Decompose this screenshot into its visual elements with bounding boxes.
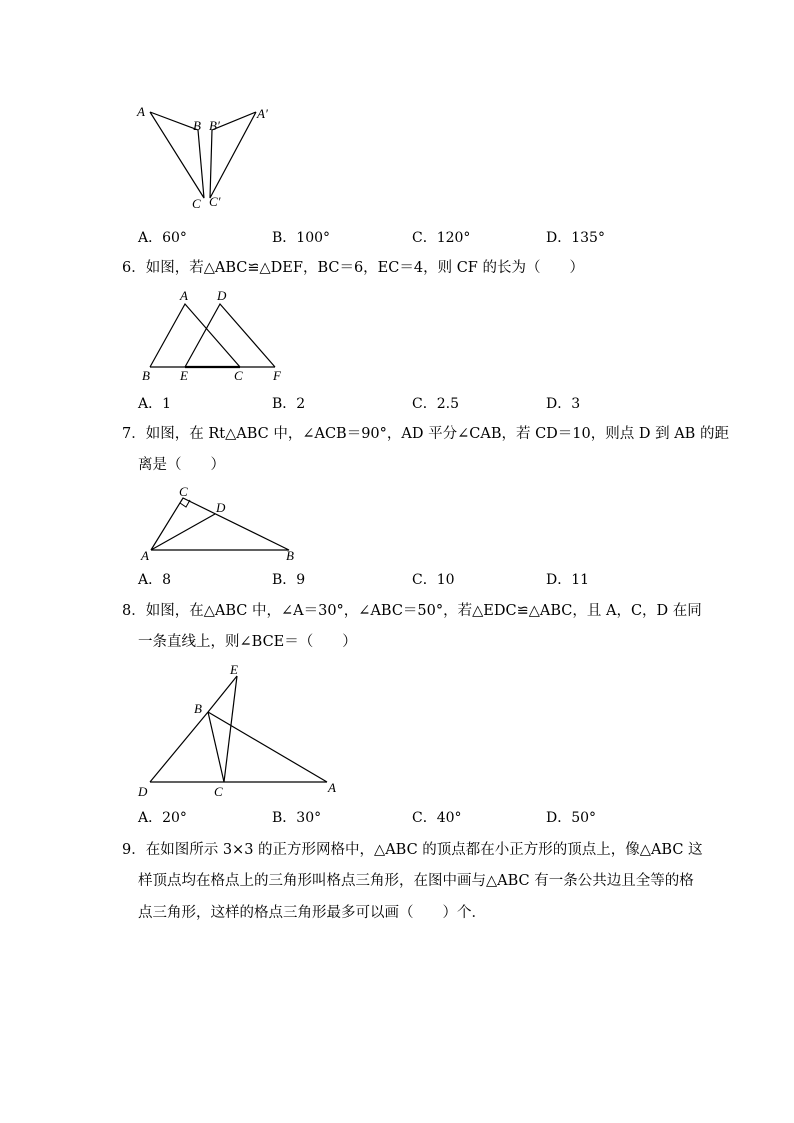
q5-option-b: B．100° xyxy=(272,230,331,246)
q6-text: 6．如图，若△ABC≌△DEF，BC＝6，EC＝4，则 CF 的长为（ ） xyxy=(122,260,584,276)
label-c: C xyxy=(214,784,223,799)
q9-text-line3: 点三角形，这样的格点三角形最多可以画（ ）个． xyxy=(138,905,486,921)
q7-text-line2: 离是（ ） xyxy=(138,457,225,473)
label-b: B xyxy=(286,548,294,563)
label-b: B xyxy=(142,368,150,383)
q6-options xyxy=(138,394,698,414)
label-c: C xyxy=(179,484,188,499)
label-b: B xyxy=(193,118,201,133)
q9-text-line2: 样顶点均在格点上的三角形叫格点三角形，在图中画与△ABC 有一条公共边且全等的格 xyxy=(138,873,694,889)
q6-option-a: A．1 xyxy=(138,396,172,412)
figure-q6 xyxy=(135,286,295,386)
q5-options xyxy=(138,228,698,248)
q7-options xyxy=(138,570,698,590)
label-d: D xyxy=(138,784,148,799)
triangle-abc xyxy=(150,304,240,367)
q7-text-line1: 7．如图，在 Rt△ABC 中，∠ACB＝90°，AD 平分∠CAB，若 CD＝10，则点 D 到 AB 的距 xyxy=(122,426,729,442)
label-c: C xyxy=(192,196,201,211)
label-d: D xyxy=(216,500,226,515)
label-a-prime: A′ xyxy=(257,106,268,121)
q8-text-line2: 一条直线上，则∠BCE＝（ ） xyxy=(138,634,357,650)
label-c-prime: C′ xyxy=(209,194,221,209)
bisector-ad xyxy=(151,514,215,550)
label-a: A xyxy=(137,104,145,119)
label-f: F xyxy=(273,368,281,383)
q5-option-d: D．135° xyxy=(546,230,605,246)
q6-option-c: C．2.5 xyxy=(412,396,459,412)
label-b-prime: B′ xyxy=(209,118,220,133)
q8-option-a: A．20° xyxy=(138,810,187,826)
q8-option-c: C．40° xyxy=(412,810,462,826)
q9-text-line1: 9．在如图所示 3×3 的正方形网格中，△ABC 的顶点都在小正方形的顶点上，像△ABC 这 xyxy=(122,842,703,858)
segment-db xyxy=(150,712,208,782)
q5-option-a: A．60° xyxy=(138,230,187,246)
label-c: C xyxy=(234,368,243,383)
label-b: B xyxy=(194,701,202,716)
label-e: E xyxy=(180,368,188,383)
figure-q7 xyxy=(135,482,305,564)
q8-option-b: B．30° xyxy=(272,810,322,826)
q7-option-b: B．9 xyxy=(272,572,306,588)
label-d: D xyxy=(217,288,227,303)
q8-option-d: D．50° xyxy=(546,810,597,826)
figure-q8 xyxy=(130,660,345,802)
q5-option-c: C．120° xyxy=(412,230,471,246)
q8-options xyxy=(138,808,698,828)
label-a: A xyxy=(180,288,188,303)
label-a: A xyxy=(141,548,149,563)
q7-option-a: A．8 xyxy=(138,572,172,588)
q7-option-d: D．11 xyxy=(546,572,590,588)
figure-q5 xyxy=(130,100,290,218)
q6-option-b: B．2 xyxy=(272,396,306,412)
segment-bc xyxy=(208,712,224,782)
q6-option-d: D．3 xyxy=(546,396,581,412)
label-a: A xyxy=(328,780,336,795)
segment-ec xyxy=(224,676,237,782)
label-e: E xyxy=(230,662,238,677)
triangle-def xyxy=(185,304,275,367)
q7-option-c: C．10 xyxy=(412,572,455,588)
q8-text-line1: 8．如图，在△ABC 中，∠A＝30°，∠ABC＝50°，若△EDC≌△ABC，且 A，C，D 在同 xyxy=(122,603,702,619)
